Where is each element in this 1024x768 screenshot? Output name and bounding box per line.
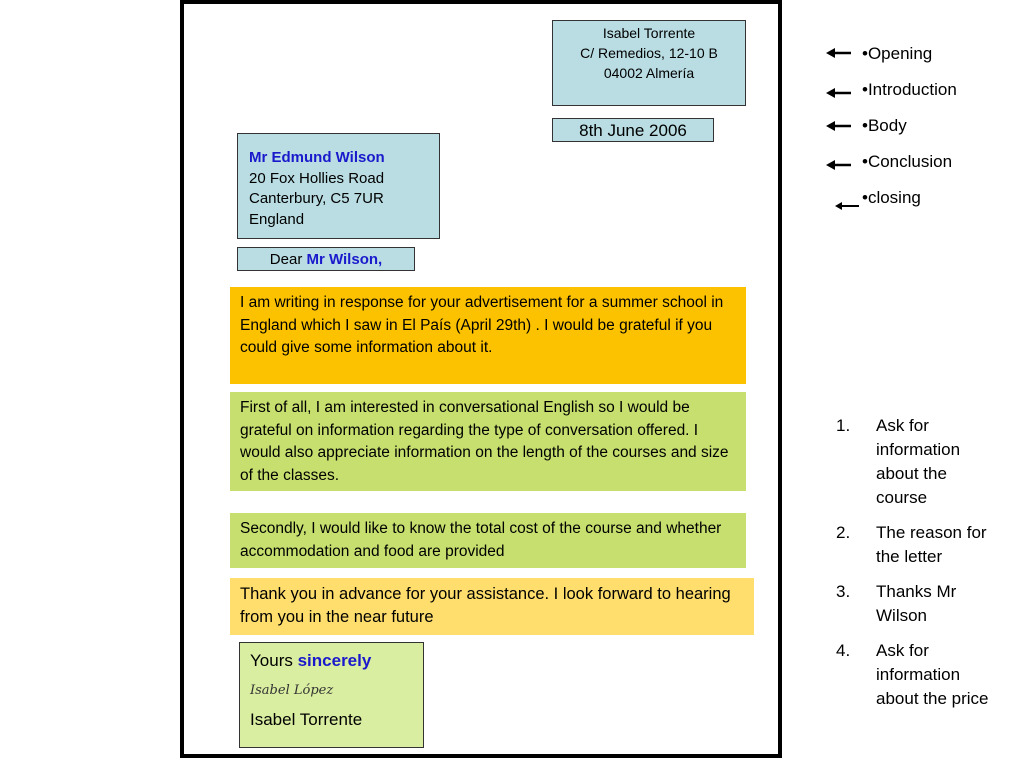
conclusion-paragraph: Thank you in advance for your assistance. I look forward to hearing from you in the near future <box>230 578 754 635</box>
recipient-country: England <box>249 210 305 228</box>
outline-item-conclusion: •Conclusion <box>862 152 953 171</box>
closing-box <box>239 642 424 748</box>
arrow-left-icon <box>826 119 854 135</box>
recipient-address-box <box>237 133 440 239</box>
recipient-city: Canterbury, C5 7UR <box>249 190 384 207</box>
arrow-left-icon <box>826 46 854 62</box>
list-item: 2. The reason for the letter <box>836 523 987 566</box>
numbered-list <box>836 414 996 722</box>
body-paragraph-2: Secondly, I would like to know the total cost of the course and whether accommodation and food are provided <box>230 513 746 568</box>
arrow-left-icon <box>826 158 854 174</box>
list-item: 1. Ask for information about the course <box>836 416 961 507</box>
list-item: 4. Ask for information about the price <box>836 641 989 708</box>
closing-name: Isabel Torrente <box>250 710 363 729</box>
arrow-left-icon <box>826 86 854 102</box>
list-item: 3. Thanks Mr Wilson <box>836 582 957 625</box>
closing-yours: Yours <box>250 651 293 670</box>
greeting-name: Mr Wilson, <box>306 251 383 268</box>
sender-name: Isabel Torrente <box>602 25 696 41</box>
sender-street: C/ Remedios, 12-10 B <box>580 45 718 61</box>
outline-item-body: •Body <box>862 116 907 135</box>
greeting-box <box>237 247 415 271</box>
outline-item-introduction: •Introduction <box>862 80 957 99</box>
recipient-name: Mr Edmund Wilson <box>249 149 385 166</box>
sender-city: 04002 Almería <box>603 65 695 81</box>
date-box: 8th June 2006 <box>552 118 714 142</box>
opening-paragraph: I am writing in response for your advertisement for a summer school in England which I saw in El País (April 29th) . I would be grateful if you could give some information about it. <box>230 287 746 384</box>
signature: Isabel López <box>250 683 334 698</box>
arrow-left-icon <box>835 199 861 215</box>
outline-item-closing: •closing <box>862 188 921 207</box>
recipient-street: 20 Fox Hollies Road <box>249 169 385 187</box>
closing-sincerely: sincerely <box>297 651 372 670</box>
sender-address-box <box>552 20 746 106</box>
body-paragraph-1: First of all, I am interested in conversational English so I would be grateful on information regarding the type of conversation offered. I would also appreciate information on the length of the courses and size of the classes. <box>230 392 746 491</box>
outline-item-opening: •Opening <box>862 44 933 63</box>
greeting-dear: Dear <box>269 251 303 268</box>
